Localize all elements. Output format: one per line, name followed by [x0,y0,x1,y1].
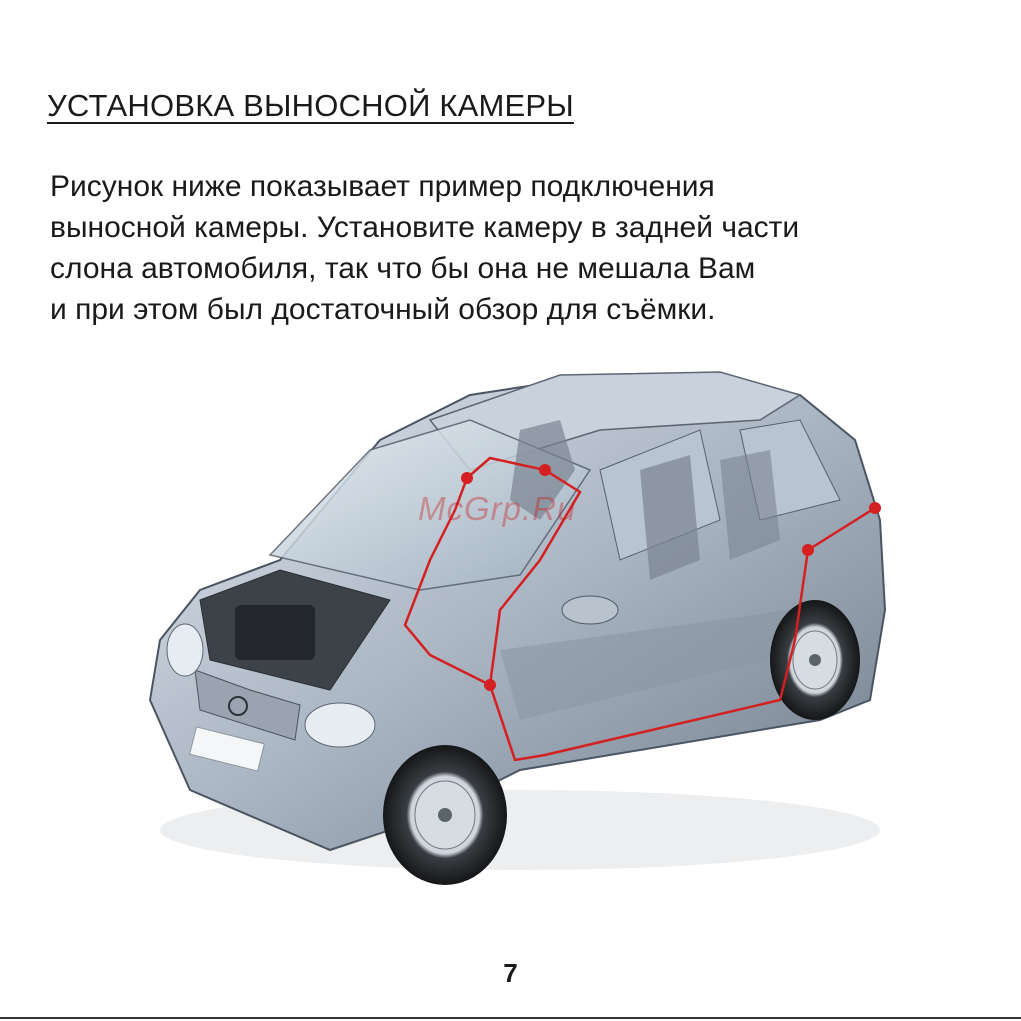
headlight [305,703,375,747]
headlight [167,624,203,676]
paragraph-line: Рисунок ниже показывает пример подключения [50,170,715,203]
page-bottom-divider [0,1017,1021,1019]
car-cutaway-illustration [140,365,890,890]
page-title: УСТАНОВКА ВЫНОСНОЙ КАМЕРЫ [47,88,574,123]
watermark: McGrp.Ru [418,490,577,527]
cable-point-headliner [539,464,551,476]
front-wheel [383,745,507,885]
rear-wheel [770,600,860,720]
paragraph-line: выносной камеры. Установите камеру в задней части [50,211,800,244]
instruction-paragraph [50,166,1010,330]
side-mirror [562,596,618,624]
page-number: 7 [503,958,518,988]
paragraph-line: слона автомобиля, так что бы она не мешала Вам [50,252,756,285]
cable-point-a-pillar [484,679,496,691]
engine-block [235,605,315,660]
cable-point-dash-camera [461,472,473,484]
cable-point-rear-camera [869,502,881,514]
interior-seat [720,450,780,560]
paragraph-line: и при этом был достаточный обзор для съёмки. [50,293,716,326]
cable-point-c-pillar [802,544,814,556]
interior-seat [640,455,700,580]
